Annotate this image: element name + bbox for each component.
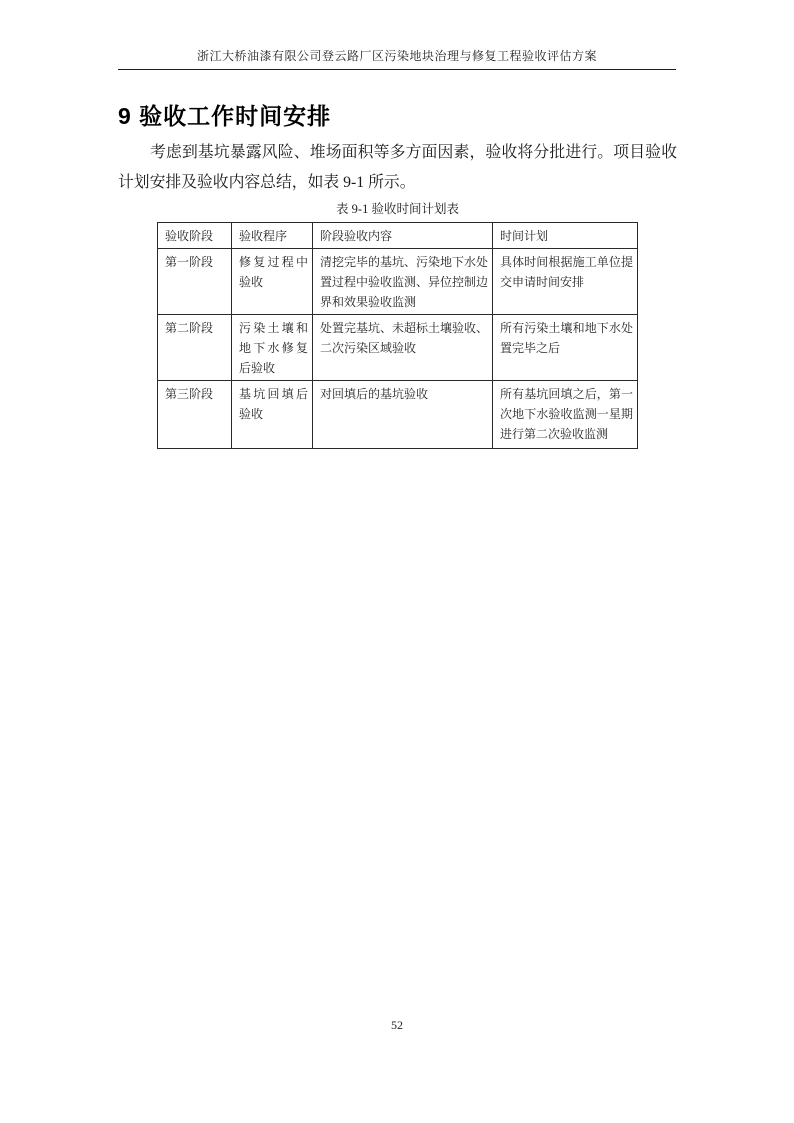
section-heading: 9 验收工作时间安排: [118, 103, 332, 129]
table-header-row: [158, 223, 638, 249]
column-header-stage: 验收阶段: [158, 223, 232, 249]
column-header-procedure: 验收程序: [232, 223, 313, 249]
table-row: [158, 381, 638, 449]
cell-content: 处置完基坑、未超标土壤验收、二次污染区域验收: [313, 315, 493, 381]
cell-content: 对回填后的基坑验收: [313, 381, 493, 449]
cell-procedure: 基坑回填后验收: [232, 381, 313, 449]
cell-stage: 第二阶段: [158, 315, 232, 381]
page-number: 52: [391, 1018, 403, 1032]
table-row: [158, 315, 638, 381]
table-row: [158, 249, 638, 315]
column-header-schedule: 时间计划: [493, 223, 638, 249]
table-caption: 表 9-1 验收时间计划表: [336, 202, 459, 216]
column-header-content: 阶段验收内容: [313, 223, 493, 249]
cell-stage: 第三阶段: [158, 381, 232, 449]
page-header: [118, 49, 676, 70]
cell-schedule: 所有基坑回填之后，第一次地下水验收监测一星期进行第二次验收监测: [493, 381, 638, 449]
acceptance-schedule-table: [157, 222, 638, 449]
body-paragraph: 考虑到基坑暴露风险、堆场面积等多方面因素，验收将分批进行。项目验收计划安排及验收内容总结，如表 9-1 所示。: [118, 144, 677, 191]
cell-schedule: 所有污染土壤和地下水处置完毕之后: [493, 315, 638, 381]
page-header-title: 浙江大桥油漆有限公司登云路厂区污染地块治理与修复工程验收评估方案: [196, 49, 597, 63]
cell-content: 清挖完毕的基坑、污染地下水处置过程中验收监测、异位控制边界和效果验收监测: [313, 249, 493, 315]
cell-procedure: 污染土壤和地下水修复后验收: [232, 315, 313, 381]
cell-procedure: 修复过程中验收: [232, 249, 313, 315]
cell-stage: 第一阶段: [158, 249, 232, 315]
cell-schedule: 具体时间根据施工单位提交申请时间安排: [493, 249, 638, 315]
